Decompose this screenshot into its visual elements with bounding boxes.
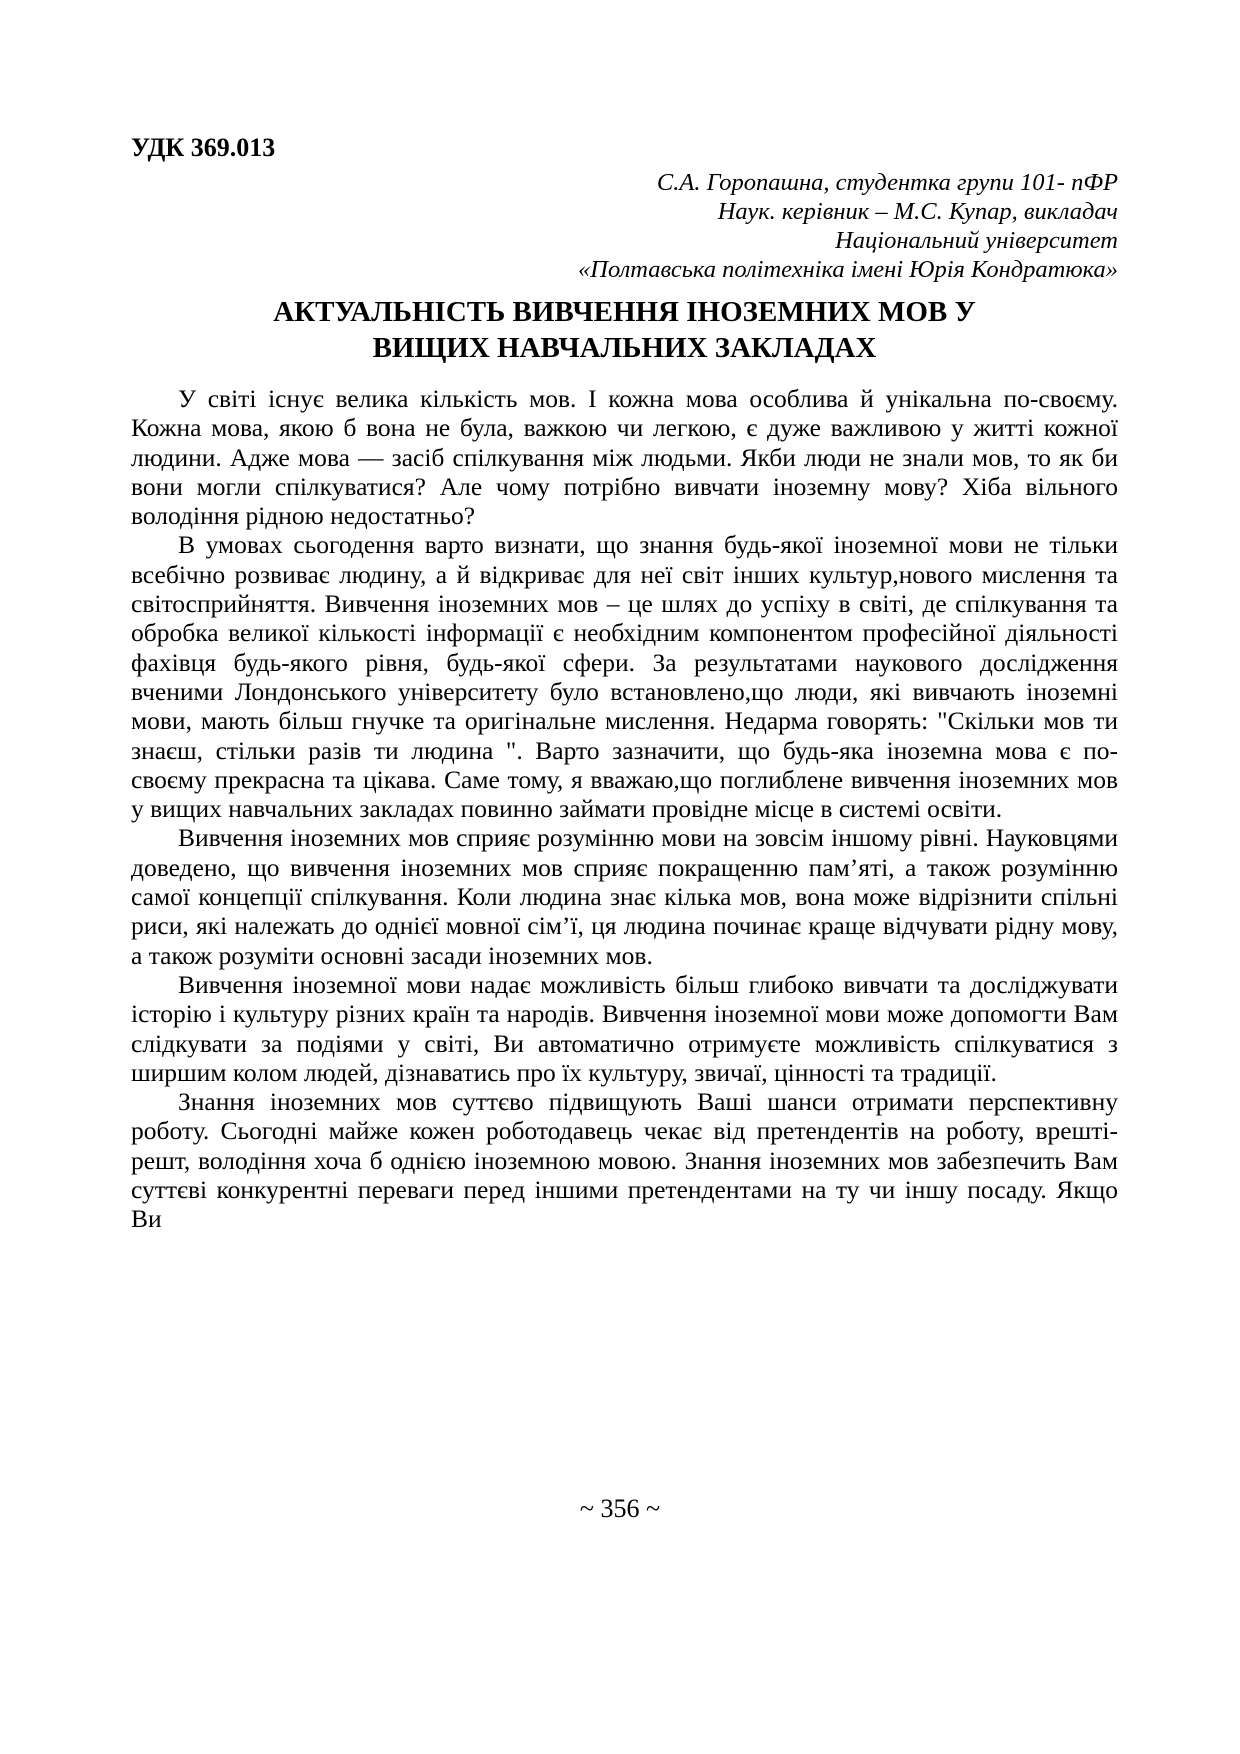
byline-university-name-line: «Полтавська політехніка імені Юрія Кондратюка» [578, 256, 1118, 283]
paragraph-3: Вивчення іноземних мов сприяє розумінню мови на зовсім іншому рівні. Науковцями доведено, що вивчення іноземних мов сприяє покращенню пам’яті, а також розумінню самої концепції спілкування. Коли людина знає кілька мов, вона може відрізнити спільні риси, які належать до однієї мовної сім’ї, ця людина починає краще відчувати рідну мову, а також розуміти основні засади іноземних мов. [131, 823, 1118, 970]
paragraph-2: В умовах сьогодення варто визнати, що знання будь-якої іноземної мови не тільки всебічно розвиває людину, а й відкриває для неї світ інших культур,нового мислення та світосприйняття. Вивчення іноземних мов – це шлях до успіху в світі, де спілкування та обробка великої кількості інформації є необхідним компонентом професійної діяльності фахівця будь-якого рівня, будь-якої сфери. За результатами наукового дослідження вченими Лондонського університету було встановлено,що люди, які вивчають іноземні мови, мають більш гнучке та оригінальне мислення. Недарма говорять: "Скільки мов ти знаєш, стільки разів ти людина ". Варто зазначити, що будь-яка іноземна мова є по- своєму прекрасна та цікава. Саме тому, я вважаю,що поглиблене вивчення іноземних мов у вищих навчальних закладах повинно займати провідне місце в системі освіти. [131, 530, 1118, 824]
paragraph-5: Знання іноземних мов суттєво підвищують Ваші шанси отримати перспективну роботу. Сьогодні майже кожен роботодавець чекає від претендентів на роботу, врешті-решт, володіння хоча б однією іноземною мовою. Знання іноземних мов забезпечить Вам суттєві конкурентні переваги перед іншими претендентами на ту чи іншу посаду. Якщо Ви [131, 1087, 1118, 1234]
page-number: ~ 356 ~ [579, 1494, 661, 1523]
article-title-line-2: ВИЩИХ НАВЧАЛЬНИХ ЗАКЛАДАХ [372, 332, 877, 364]
byline-university-line: Національний університет [835, 227, 1118, 254]
byline-supervisor-line: Наук. керівник – М.С. Купар, викладач [717, 198, 1118, 225]
udk-code: УДК 369.013 [131, 133, 276, 162]
byline-author-line: С.А. Горопашна, студентка групи 101- пФР [656, 169, 1118, 196]
article-title-line-1: АКТУАЛЬНІСТЬ ВИВЧЕННЯ ІНОЗЕМНИХ МОВ У [273, 296, 976, 328]
byline-block [131, 168, 1118, 284]
paragraph-4: Вивчення іноземної мови надає можливість більш глибоко вивчати та досліджувати історію і культуру різних країн та народів. Вивчення іноземної мови може допомогти Вам слідкувати за подіями у світі, Ви автоматично отримуєте можливість спілкуватися з ширшим колом людей, дізнаватись про їх культуру, звичаї, цінності та традиції. [131, 969, 1118, 1087]
article-title [131, 294, 1118, 366]
paragraph-1: У світі існує велика кількість мов. І кожна мова особлива й унікальна по-своєму. Кожна мова, якою б вона не була, важкою чи легкою, є дуже важливою у житті кожної людини. Адже мова — засіб спілкування між людьми. Якби люди не знали мов, то як би вони могли спілкуватися? Але чому потрібно вивчати іноземну мову? Хіба вільного володіння рідною недостатньо? [131, 384, 1118, 531]
article-body [131, 384, 1118, 1234]
